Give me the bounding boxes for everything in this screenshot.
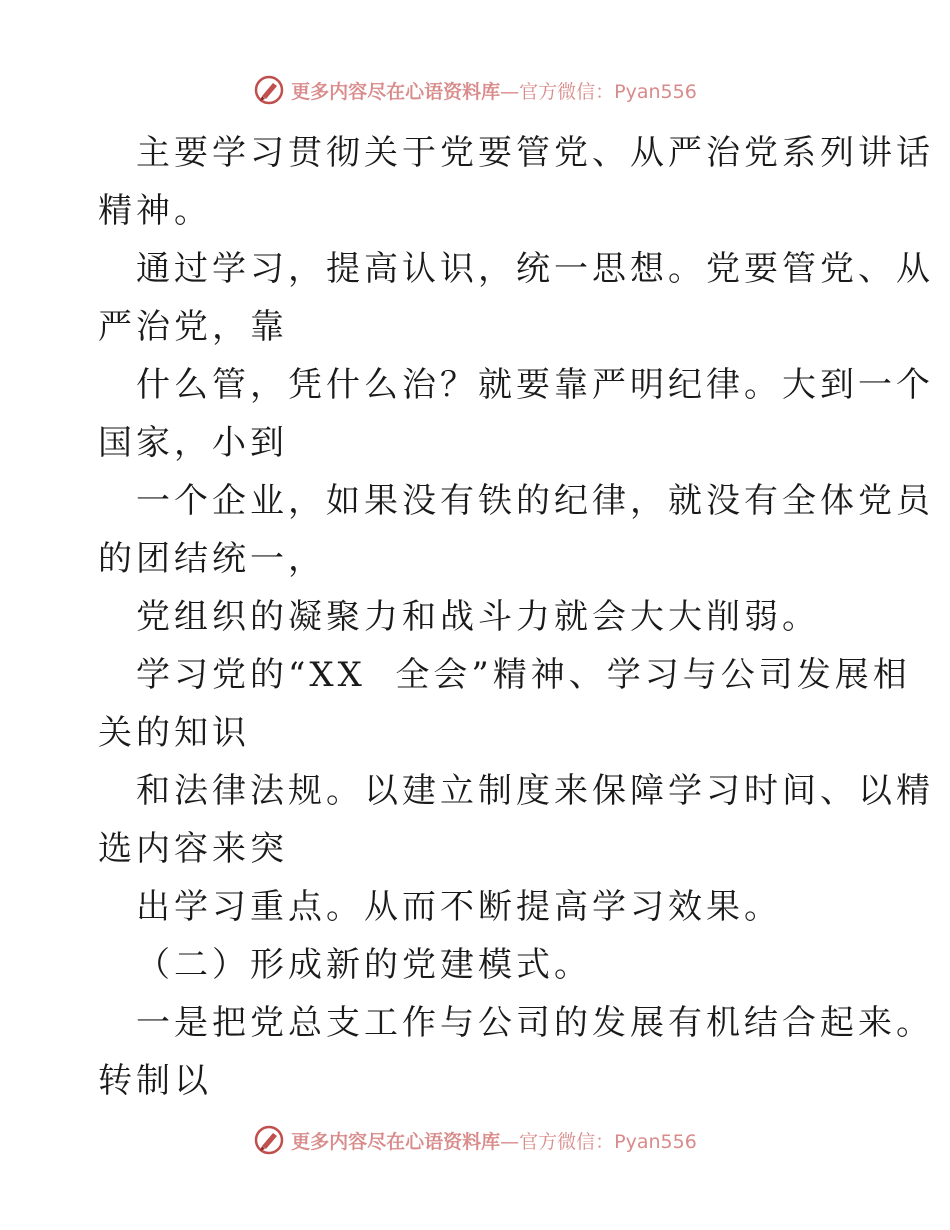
- pen-logo-icon: [253, 1124, 285, 1156]
- text-line: 严治党，靠: [98, 307, 288, 347]
- text-line: 主要学习贯彻关于党要管党、从严治党系列讲话: [136, 133, 934, 173]
- text-line: 国家，小到: [98, 423, 288, 463]
- banner-wechat-text: —官方微信：Pyan556: [500, 1130, 697, 1153]
- text-line: 党组织的凝聚力和战斗力就会大大削弱。: [136, 597, 820, 637]
- text-line: 一是把党总支工作与公司的发展有机结合起来。: [136, 1003, 934, 1043]
- text-line: 和法律法规。以建立制度来保障学习时间、以精: [136, 771, 934, 811]
- header-banner: [0, 70, 950, 110]
- text-line: 通过学习，提高认识，统一思想。党要管党、从: [136, 249, 934, 289]
- banner-brand-text: 更多内容尽在心语资料库: [291, 1130, 501, 1153]
- text-line: 出学习重点。从而不断提高学习效果。: [136, 887, 782, 927]
- text-line: 学习党的“XX 全会”精神、学习与公司发展相: [136, 655, 911, 695]
- footer-banner: [0, 1120, 950, 1160]
- document-body: [98, 124, 934, 1110]
- banner-brand-text: 更多内容尽在心语资料库: [291, 80, 501, 103]
- text-line: 转制以: [98, 1061, 212, 1101]
- text-line: 选内容来突: [98, 829, 288, 869]
- pen-logo-icon: [253, 74, 285, 106]
- text-line: 一个企业，如果没有铁的纪律，就没有全体党员: [136, 481, 934, 521]
- text-line: 精神。: [98, 191, 212, 231]
- text-line: 关的知识: [98, 713, 250, 753]
- section-heading: （二）形成新的党建模式。: [136, 945, 592, 985]
- banner-wechat-text: —官方微信：Pyan556: [500, 80, 697, 103]
- text-line: 什么管，凭什么治？就要靠严明纪律。大到一个: [136, 365, 934, 405]
- text-line: 的团结统一，: [98, 539, 326, 579]
